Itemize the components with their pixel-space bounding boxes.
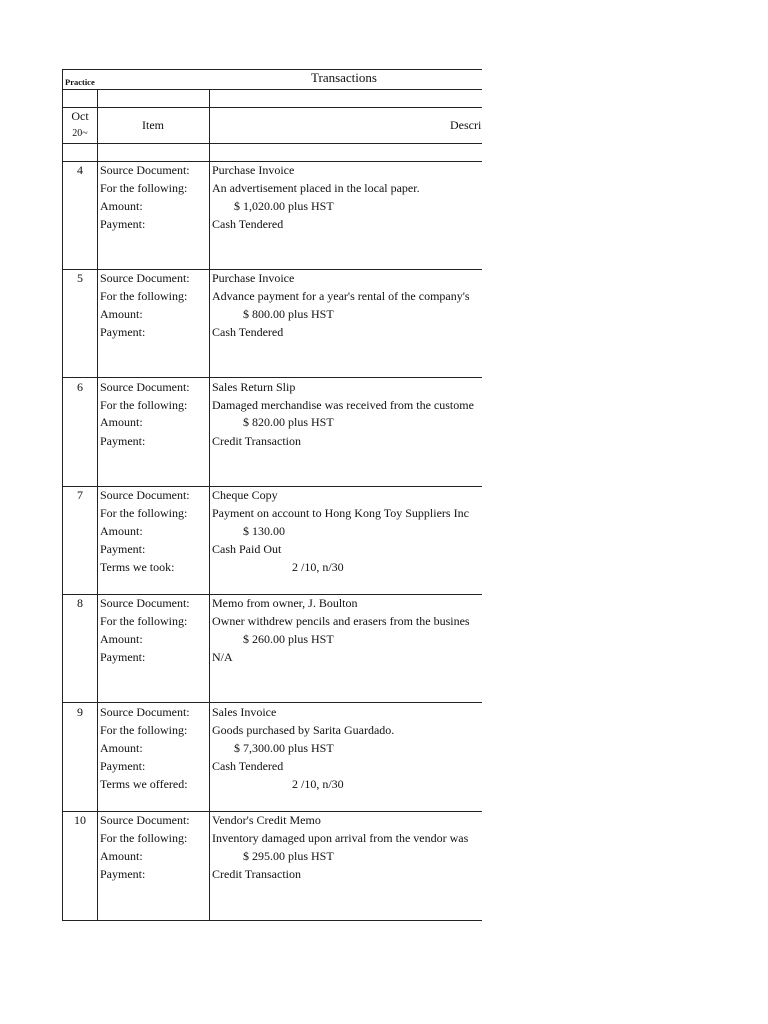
amount-label: Amount: <box>100 524 143 538</box>
amount-value: $ 295.00 plus HST <box>243 849 334 863</box>
source-document-label: Source Document: <box>100 163 190 177</box>
amount-value: $ 800.00 plus HST <box>243 307 334 321</box>
table-border-top <box>62 69 482 70</box>
source-document-label: Source Document: <box>100 596 190 610</box>
table-border-bottom <box>62 920 482 921</box>
source-document-value: Vendor's Credit Memo <box>212 813 321 827</box>
date-header-month: Oct <box>71 109 89 123</box>
source-document-value: Purchase Invoice <box>212 271 295 285</box>
source-document-value: Memo from owner, J. Boulton <box>212 596 358 610</box>
source-document-label: Source Document: <box>100 813 190 827</box>
table-rule <box>62 377 482 378</box>
payment-label: Payment: <box>100 867 146 881</box>
table-rule <box>62 143 482 144</box>
payment-value: Credit Transaction <box>212 434 301 448</box>
description-value: Damaged merchandise was received from the custome <box>212 398 474 412</box>
amount-label: Amount: <box>100 415 143 429</box>
payment-label: Payment: <box>100 542 146 556</box>
description-value: Inventory damaged upon arrival from the vendor was <box>212 831 469 845</box>
amount-label: Amount: <box>100 849 143 863</box>
transaction-day: 8 <box>77 596 83 610</box>
source-document-label: Source Document: <box>100 488 190 502</box>
for-the-following-label: For the following: <box>100 506 188 520</box>
transactions-sheet <box>62 69 482 921</box>
description-value: Advance payment for a year's rental of the company's <box>212 289 470 303</box>
table-rule <box>62 594 482 595</box>
amount-value: $ 820.00 plus HST <box>243 415 334 429</box>
payment-value: Cash Paid Out <box>212 542 282 556</box>
for-the-following-label: For the following: <box>100 181 188 195</box>
amount-label: Amount: <box>100 307 143 321</box>
table-rule <box>62 89 482 90</box>
payment-value: Cash Tendered <box>212 759 284 773</box>
terms-value: 2 /10, n/30 <box>292 777 344 791</box>
amount-label: Amount: <box>100 199 143 213</box>
payment-label: Payment: <box>100 325 146 339</box>
terms-we-offered-label: Terms we offered: <box>100 777 188 791</box>
amount-value: $ 1,020.00 plus HST <box>234 199 334 213</box>
practice-label: Practice <box>65 77 95 87</box>
payment-label: Payment: <box>100 650 146 664</box>
amount-label: Amount: <box>100 741 143 755</box>
table-border-left <box>62 69 63 921</box>
payment-value: Cash Tendered <box>212 325 284 339</box>
table-rule <box>62 486 482 487</box>
payment-value: N/A <box>212 650 233 664</box>
description-column-header: Descri <box>450 118 482 132</box>
source-document-label: Source Document: <box>100 380 190 394</box>
table-rule <box>62 161 482 162</box>
transaction-day: 10 <box>74 813 86 827</box>
source-document-value: Cheque Copy <box>212 488 278 502</box>
terms-we-took-label: Terms we took: <box>100 560 175 574</box>
amount-value: $ 7,300.00 plus HST <box>234 741 334 755</box>
payment-label: Payment: <box>100 217 146 231</box>
table-rule <box>62 702 482 703</box>
transaction-day: 9 <box>77 705 83 719</box>
source-document-label: Source Document: <box>100 705 190 719</box>
amount-value: $ 130.00 <box>243 524 285 538</box>
amount-value: $ 260.00 plus HST <box>243 632 334 646</box>
payment-value: Cash Tendered <box>212 217 284 231</box>
amount-label: Amount: <box>100 632 143 646</box>
item-column-header: Item <box>142 118 164 132</box>
terms-value: 2 /10, n/30 <box>292 560 344 574</box>
for-the-following-label: For the following: <box>100 289 188 303</box>
payment-label: Payment: <box>100 434 146 448</box>
transaction-day: 7 <box>77 488 83 502</box>
column-divider <box>97 89 98 921</box>
source-document-value: Sales Invoice <box>212 705 277 719</box>
for-the-following-label: For the following: <box>100 614 188 628</box>
description-value: Payment on account to Hong Kong Toy Suppliers Inc <box>212 506 469 520</box>
date-header-year: 20~ <box>72 128 88 139</box>
table-rule <box>62 269 482 270</box>
for-the-following-label: For the following: <box>100 398 188 412</box>
table-rule <box>62 107 482 108</box>
payment-value: Credit Transaction <box>212 867 301 881</box>
table-rule <box>62 811 482 812</box>
for-the-following-label: For the following: <box>100 723 188 737</box>
source-document-value: Sales Return Slip <box>212 380 296 394</box>
transaction-day: 4 <box>77 163 83 177</box>
transaction-day: 5 <box>77 271 83 285</box>
for-the-following-label: For the following: <box>100 831 188 845</box>
source-document-value: Purchase Invoice <box>212 163 295 177</box>
source-document-label: Source Document: <box>100 271 190 285</box>
transaction-day: 6 <box>77 380 83 394</box>
page-title: Transactions <box>311 70 377 85</box>
description-value: Owner withdrew pencils and erasers from the busines <box>212 614 470 628</box>
description-value: An advertisement placed in the local paper. <box>212 181 420 195</box>
column-divider <box>209 89 210 921</box>
description-value: Goods purchased by Sarita Guardado. <box>212 723 395 737</box>
payment-label: Payment: <box>100 759 146 773</box>
